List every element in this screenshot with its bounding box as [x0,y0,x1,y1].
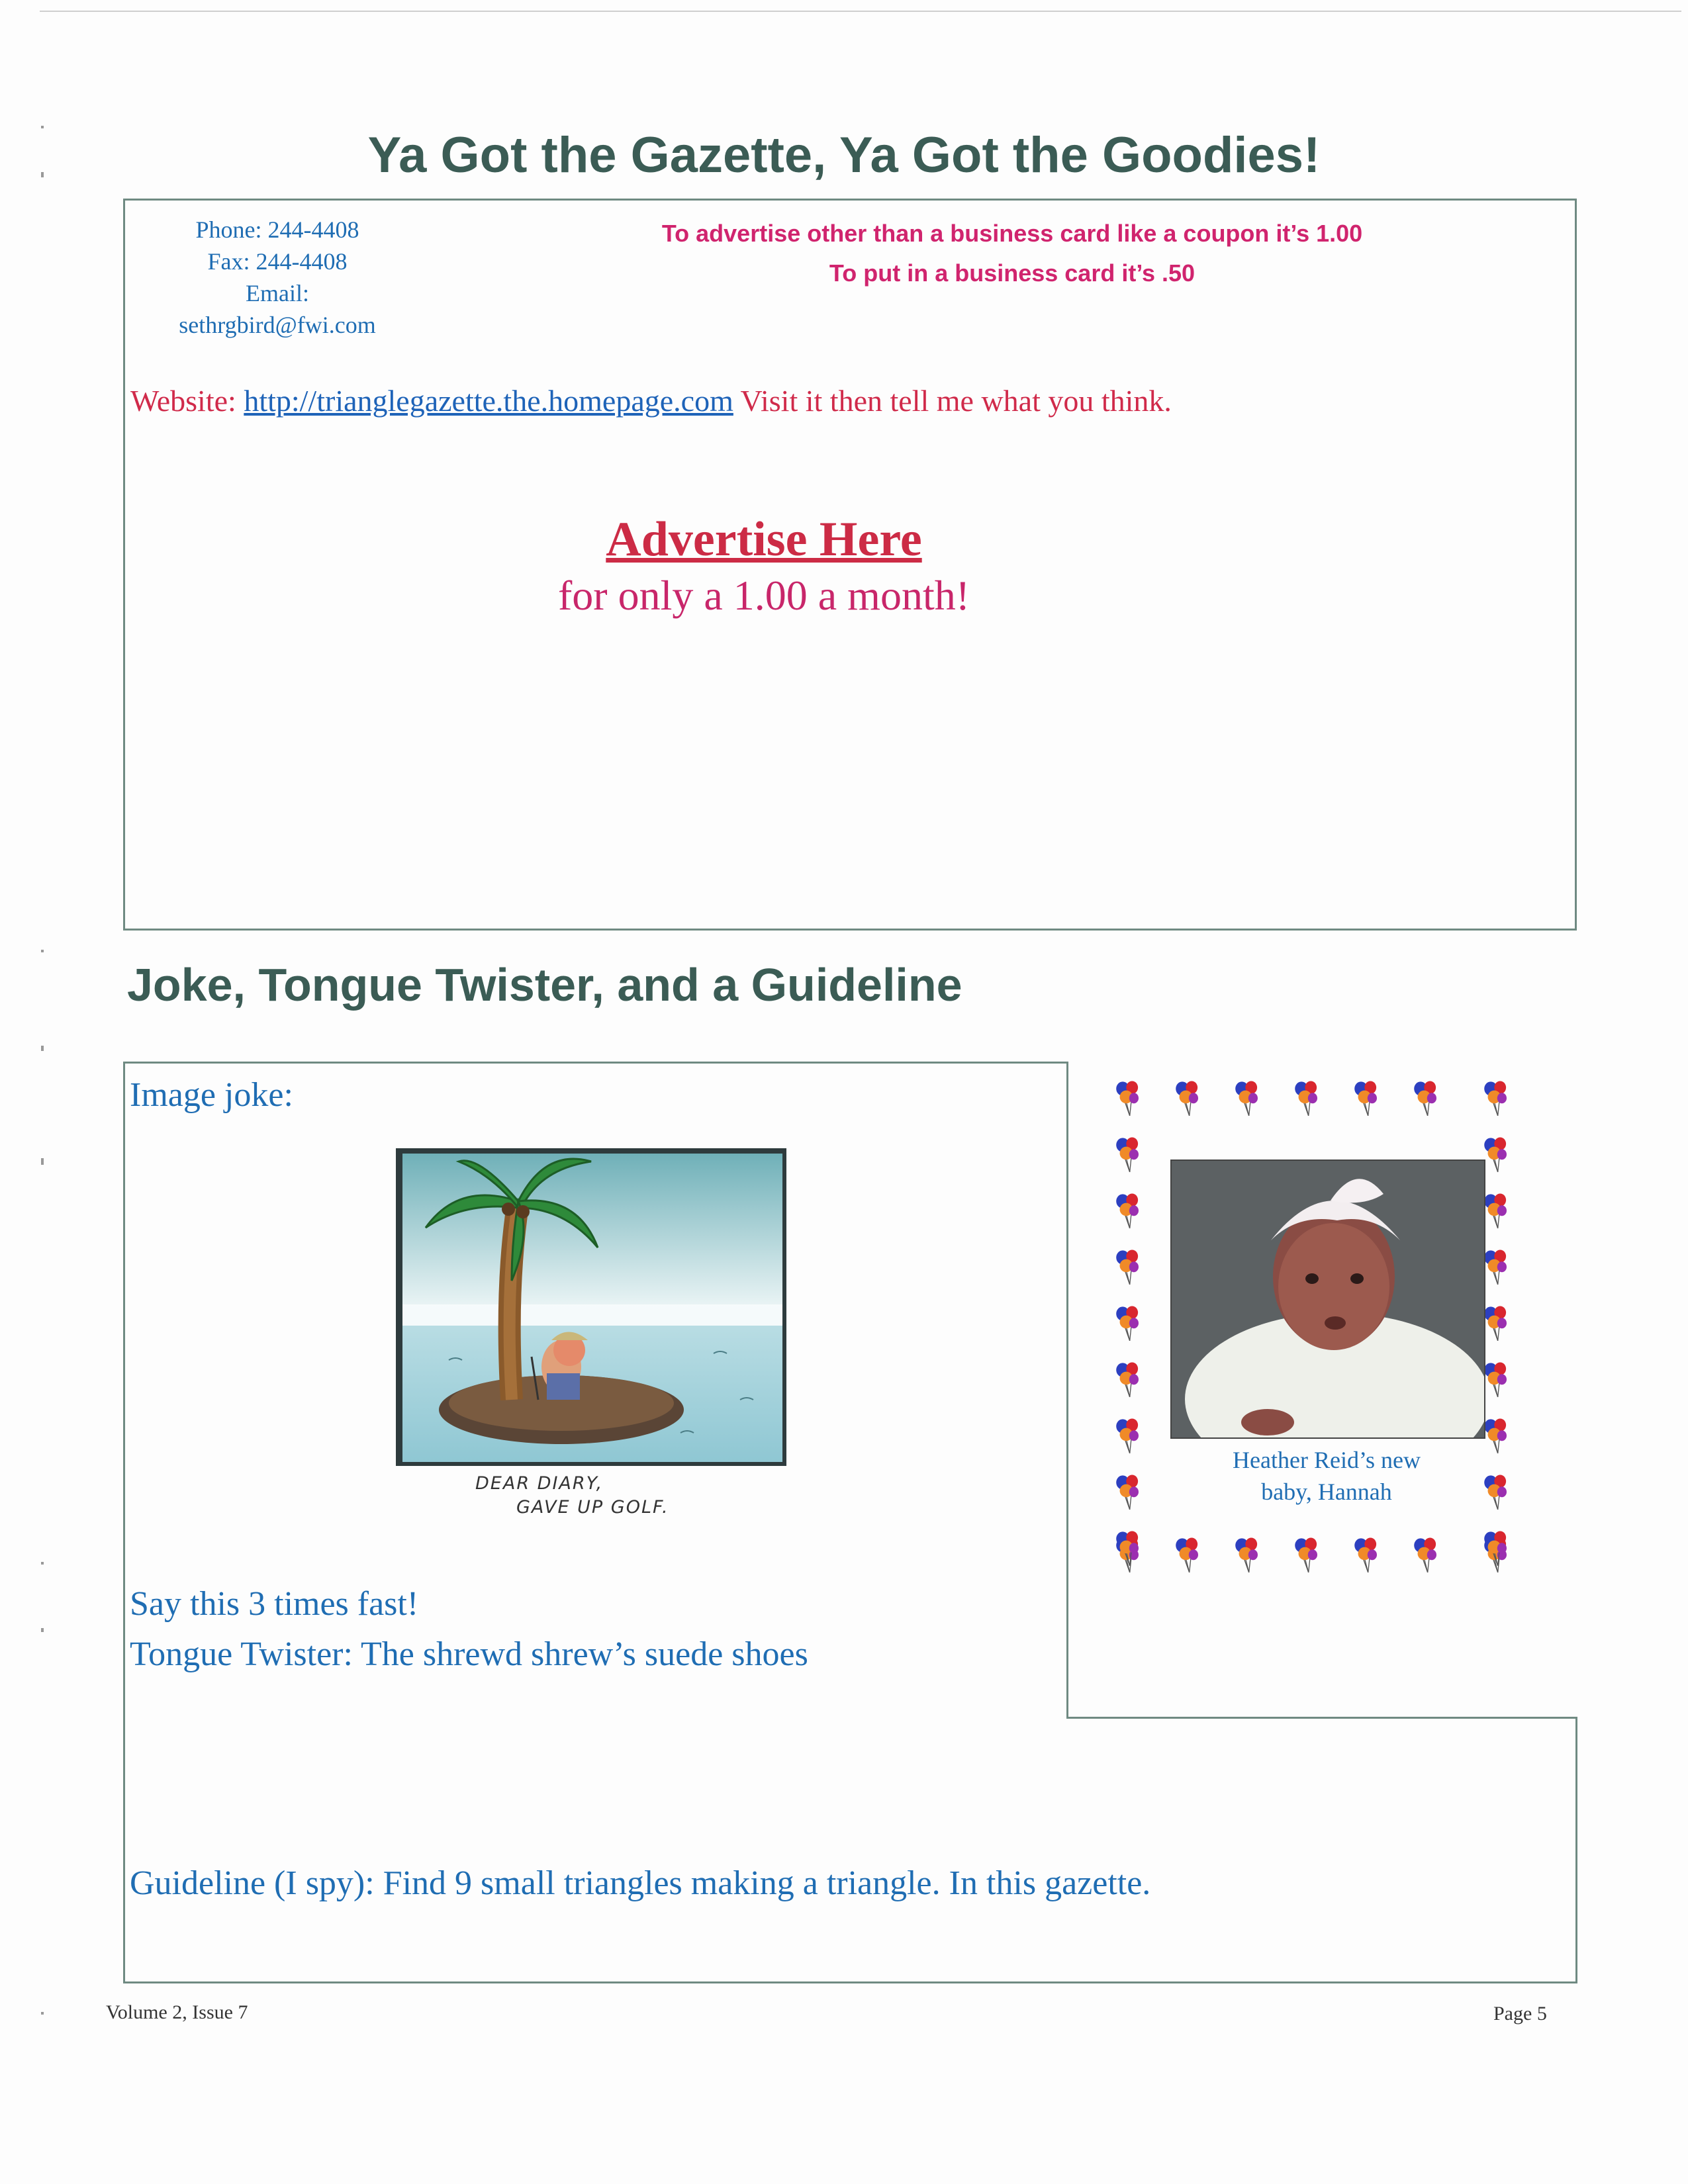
margin-marks [41,126,48,2111]
balloon-icon [1410,1535,1442,1576]
balloon-icon [1291,1079,1323,1120]
website-line [130,383,1172,418]
coupon-rate: To advertise other than a business card like a coupon it’s 1.00 [661,220,1363,247]
top-rule [40,11,1681,12]
guideline-text: Guideline (I spy): Find 9 small triangles making a triangle. In this gazette. [130,1864,1151,1902]
balloon-icon [1480,1079,1512,1120]
balloon-icon [1480,1529,1512,1570]
balloon-icon [1112,1135,1144,1176]
say-three-times: Say this 3 times fast! [130,1585,419,1623]
balloon-icon [1231,1535,1263,1576]
page-number: Page 5 [1493,2003,1547,2025]
balloon-icon [1112,1529,1144,1570]
website-note: Visit it then tell me what you think. [740,384,1172,418]
balloon-icon [1112,1473,1144,1514]
website-label: Website: [130,384,236,418]
issue-volume: Volume 2, Issue 7 [106,2001,248,2023]
baby-announcement [1112,1079,1542,1608]
island-illustration [396,1148,786,1466]
email-label: Email: [246,280,309,306]
jokes-box-bottom-border [123,1981,1577,1983]
tongue-twister: Tongue Twister: The shrewd shrew’s suede shoes [130,1635,808,1673]
advertise-here-title: Advertise Here [606,512,922,567]
jokes-box-inner-vertical [1066,1062,1068,1718]
phone: Phone: 244-4408 [195,216,359,243]
balloon-icon [1112,1416,1144,1457]
balloon-icon [1172,1079,1203,1120]
balloon-icon [1231,1079,1263,1120]
email-address[interactable]: sethrgbird@fwi.com [179,312,376,338]
goodies-heading: Ya Got the Gazette, Ya Got the Goodies! [367,127,1321,183]
balloon-icon [1112,1360,1144,1401]
balloon-icon [1172,1535,1203,1576]
cartoon-caption-line1: DEAR DIARY, [475,1473,604,1494]
balloon-icon [1410,1079,1442,1120]
baby-photo [1170,1160,1485,1439]
jokes-box-top-border [123,1062,1068,1064]
jokes-box-left-border [123,1062,125,1983]
baby-caption-line1: Heather Reid’s new [1233,1447,1421,1473]
baby-caption-line2: baby, Hannah [1261,1479,1392,1505]
advertise-price: for only a 1.00 a month! [557,572,970,619]
balloon-icon [1480,1473,1512,1514]
business-card-rate: To put in a business card it’s .50 [829,259,1196,287]
baby-caption [1170,1444,1483,1508]
balloon-icon [1112,1304,1144,1345]
jokes-box-right-border [1575,1717,1577,1983]
balloon-icon [1350,1079,1382,1120]
goodies-box [123,199,1577,931]
cartoon-caption-line2: GAVE UP GOLF. [516,1497,669,1518]
balloon-icon [1112,1248,1144,1289]
balloon-icon [1112,1079,1144,1120]
balloon-icon [1350,1535,1382,1576]
jokes-box-step-border [1066,1717,1577,1719]
image-joke-label: Image joke: [130,1076,293,1114]
website-link[interactable]: http://trianglegazette.the.homepage.com [244,384,733,418]
fax: Fax: 244-4408 [207,248,348,275]
contact-info [165,214,390,341]
jokes-heading: Joke, Tongue Twister, and a Guideline [127,959,962,1011]
baby-photo-illustration [1172,1161,1484,1437]
ad-rates [542,214,1482,293]
cartoon-island-image [396,1148,786,1466]
balloon-icon [1112,1191,1144,1232]
balloon-icon [1291,1535,1323,1576]
